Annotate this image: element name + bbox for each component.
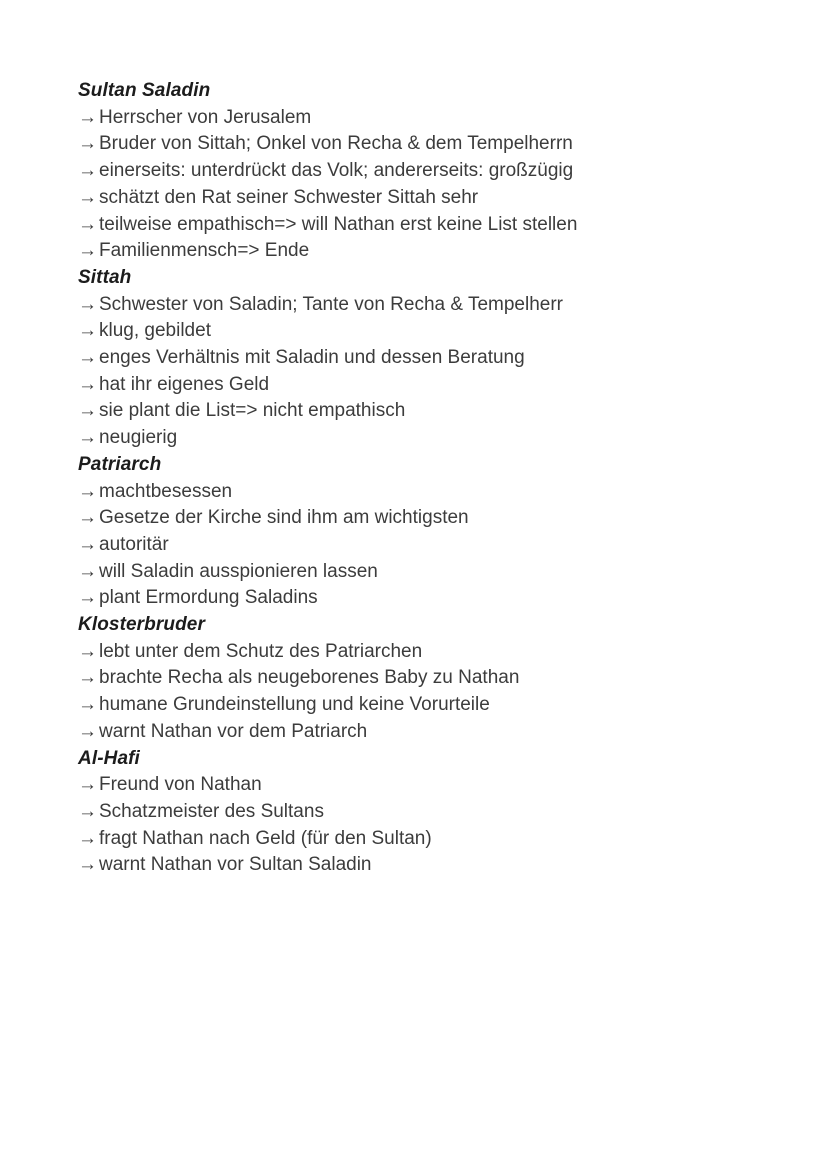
arrow-right-icon: → bbox=[78, 373, 97, 395]
arrow-right-icon: → bbox=[78, 320, 97, 342]
arrow-right-icon: → bbox=[78, 507, 97, 529]
arrow-right-icon: → bbox=[78, 213, 97, 235]
arrow-right-icon: → bbox=[78, 240, 97, 262]
note-line bbox=[78, 585, 778, 612]
note-line-text: teilweise empathisch=> will Nathan erst keine List stellen bbox=[99, 213, 578, 235]
arrow-right-icon: → bbox=[78, 427, 97, 449]
note-line-text: einerseits: unterdrückt das Volk; andererseits: großzügig bbox=[99, 160, 574, 182]
section-heading: Klosterbruder bbox=[78, 614, 205, 636]
arrow-right-icon: → bbox=[78, 186, 97, 208]
note-line-text: Schatzmeister des Sultans bbox=[99, 800, 324, 822]
note-line-text: enges Verhältnis mit Saladin und dessen Beratung bbox=[99, 347, 525, 369]
note-line-text: lebt unter dem Schutz des Patriarchen bbox=[99, 640, 423, 662]
arrow-right-icon: → bbox=[78, 160, 97, 182]
note-line-text: Freund von Nathan bbox=[99, 774, 262, 796]
arrow-right-icon: → bbox=[78, 694, 97, 716]
note-line bbox=[78, 345, 778, 372]
note-line-text: brachte Recha als neugeborenes Baby zu Nathan bbox=[99, 667, 520, 689]
note-line-text: plant Ermordung Saladins bbox=[99, 587, 318, 609]
note-line-text: warnt Nathan vor Sultan Saladin bbox=[99, 854, 372, 876]
note-line bbox=[78, 719, 778, 746]
note-line bbox=[78, 852, 778, 879]
arrow-right-icon: → bbox=[78, 587, 97, 609]
character-section bbox=[78, 78, 778, 265]
arrow-right-icon: → bbox=[78, 640, 97, 662]
note-line bbox=[78, 238, 778, 265]
note-line-text: fragt Nathan nach Geld (für den Sultan) bbox=[99, 827, 432, 849]
note-line bbox=[78, 212, 778, 239]
arrow-right-icon: → bbox=[78, 827, 97, 849]
note-line bbox=[78, 398, 778, 425]
character-section bbox=[78, 452, 778, 612]
note-line bbox=[78, 158, 778, 185]
arrow-right-icon: → bbox=[78, 720, 97, 742]
character-section bbox=[78, 612, 778, 746]
note-line bbox=[78, 826, 778, 853]
note-line-text: autoritär bbox=[99, 533, 169, 555]
note-line-text: warnt Nathan vor dem Patriarch bbox=[99, 720, 368, 742]
arrow-right-icon: → bbox=[78, 533, 97, 555]
note-line bbox=[78, 105, 778, 132]
note-line-text: Herrscher von Jerusalem bbox=[99, 106, 312, 128]
note-line-text: neugierig bbox=[99, 427, 178, 449]
note-line-text: Familienmensch=> Ende bbox=[99, 240, 310, 262]
note-line bbox=[78, 692, 778, 719]
arrow-right-icon: → bbox=[78, 560, 97, 582]
arrow-right-icon: → bbox=[78, 800, 97, 822]
note-line bbox=[78, 665, 778, 692]
note-line bbox=[78, 799, 778, 826]
arrow-right-icon: → bbox=[78, 854, 97, 876]
arrow-right-icon: → bbox=[78, 774, 97, 796]
note-line bbox=[78, 479, 778, 506]
note-line-text: hat ihr eigenes Geld bbox=[99, 373, 270, 395]
arrow-right-icon: → bbox=[78, 400, 97, 422]
note-line bbox=[78, 318, 778, 345]
note-line-text: klug, gebildet bbox=[99, 320, 211, 342]
note-line-text: Bruder von Sittah; Onkel von Recha & dem Tempelherrn bbox=[99, 133, 573, 155]
note-line bbox=[78, 505, 778, 532]
note-line bbox=[78, 131, 778, 158]
arrow-right-icon: → bbox=[78, 667, 97, 689]
arrow-right-icon: → bbox=[78, 106, 97, 128]
note-line-text: will Saladin ausspionieren lassen bbox=[99, 560, 378, 582]
note-line-text: sie plant die List=> nicht empathisch bbox=[99, 400, 406, 422]
note-line-text: schätzt den Rat seiner Schwester Sittah sehr bbox=[99, 186, 479, 208]
arrow-right-icon: → bbox=[78, 480, 97, 502]
section-heading: Sittah bbox=[78, 266, 132, 288]
note-line bbox=[78, 532, 778, 559]
section-heading: Al-Hafi bbox=[78, 747, 140, 769]
note-line bbox=[78, 292, 778, 319]
character-notes bbox=[78, 78, 778, 879]
note-line-text: Gesetze der Kirche sind ihm am wichtigsten bbox=[99, 507, 469, 529]
arrow-right-icon: → bbox=[78, 133, 97, 155]
note-line bbox=[78, 772, 778, 799]
note-line-text: machtbesessen bbox=[99, 480, 233, 502]
note-line bbox=[78, 425, 778, 452]
section-heading: Patriarch bbox=[78, 453, 162, 475]
section-heading: Sultan Saladin bbox=[78, 80, 211, 101]
note-line-text: humane Grundeinstellung und keine Vorurteile bbox=[99, 694, 490, 716]
character-section bbox=[78, 265, 778, 452]
note-line bbox=[78, 185, 778, 212]
character-section bbox=[78, 746, 778, 880]
note-line bbox=[78, 559, 778, 586]
note-line-text: Schwester von Saladin; Tante von Recha & Tempelherr bbox=[99, 293, 564, 315]
note-line bbox=[78, 372, 778, 399]
note-line bbox=[78, 639, 778, 666]
arrow-right-icon: → bbox=[78, 293, 97, 315]
arrow-right-icon: → bbox=[78, 347, 97, 369]
